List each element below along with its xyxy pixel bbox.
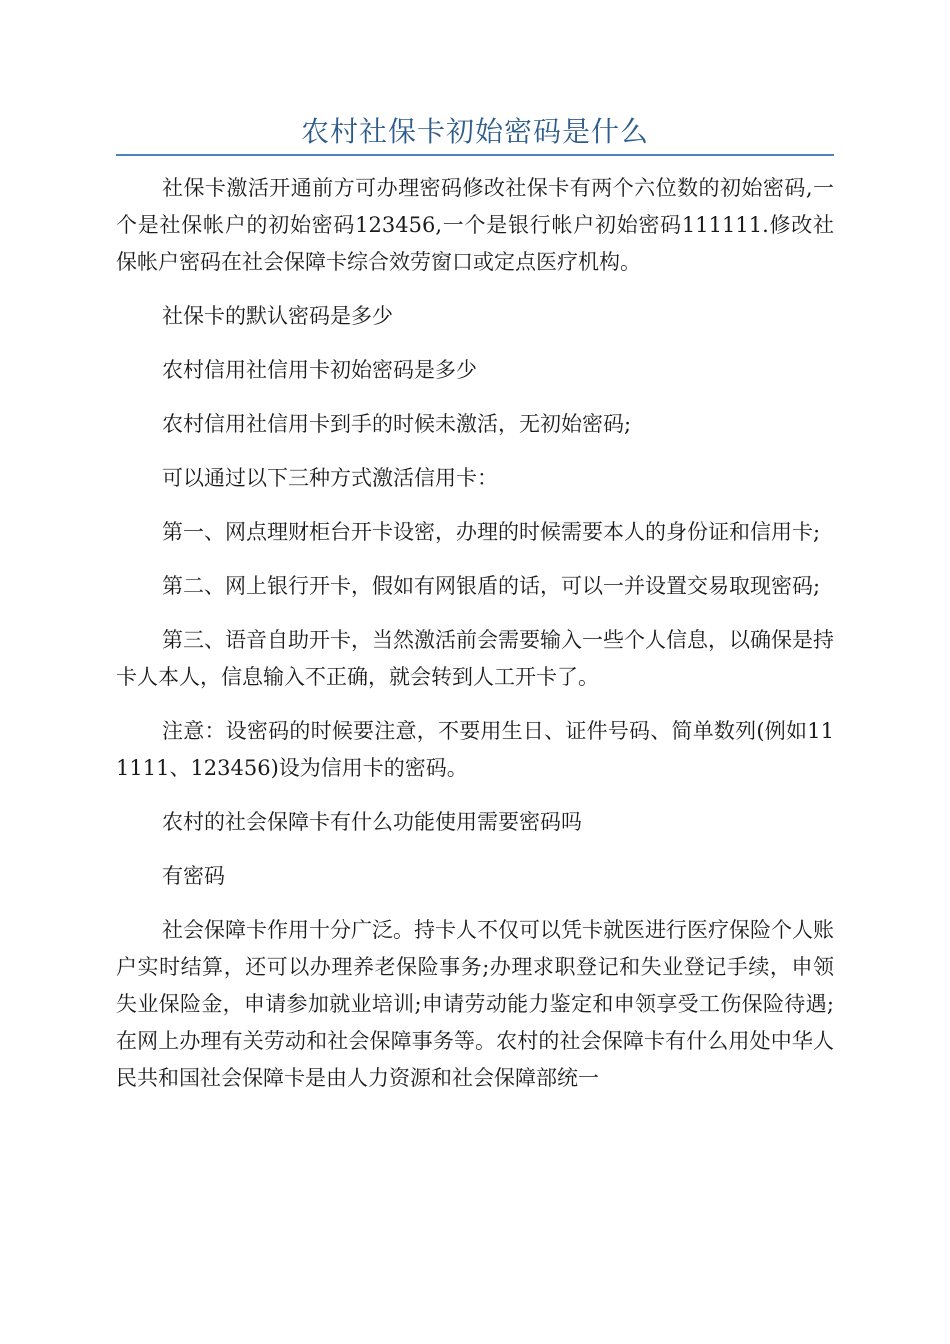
paragraph-note: 注意：设密码的时候要注意，不要用生日、证件号码、简单数列(例如111111、123456)设为信用卡的密码。 bbox=[116, 719, 834, 780]
paragraph-way-one: 第一、网点理财柜台开卡设密，办理的时候需要本人的身份证和信用卡; bbox=[162, 520, 821, 544]
document-body bbox=[116, 170, 834, 1114]
paragraph-card-uses: 社会保障卡作用十分广泛。持卡人不仅可以凭卡就医进行医疗保险个人账户实时结算，还可以办理养老保险事务;办理求职登记和失业登记手续，申领失业保险金，申请参加就业培训;申请劳动能力鉴定和申领享受工伤保险待遇;在网上办理有关劳动和社会保障事务等。农村的社会保障卡有什么用处中华人民共和国社会保障卡是由人力资源和社会保障部统一 bbox=[116, 918, 834, 1090]
paragraph-default-password-question: 社保卡的默认密码是多少 bbox=[162, 304, 393, 328]
document-title: 农村社保卡初始密码是什么 bbox=[300, 115, 649, 148]
paragraph-three-ways: 可以通过以下三种方式激活信用卡： bbox=[162, 466, 498, 490]
paragraph-credit-card-question: 农村信用社信用卡初始密码是多少 bbox=[162, 358, 477, 382]
paragraph-way-three: 第三、语音自助开卡，当然激活前会需要输入一些个人信息，以确保是持卡人本人，信息输入不正确，就会转到人工开卡了。 bbox=[116, 628, 834, 689]
paragraph-not-activated: 农村信用社信用卡到手的时候未激活，无初始密码; bbox=[162, 412, 632, 436]
paragraph-way-two: 第二、网上银行开卡，假如有网银盾的话，可以一并设置交易取现密码; bbox=[162, 574, 821, 598]
paragraph-initial-passwords: 社保卡激活开通前方可办理密码修改社保卡有两个六位数的初始密码,一个是社保帐户的初始密码123456,一个是银行帐户初始密码111111.修改社保帐户密码在社会保障卡综合效劳窗口或定点医疗机构。 bbox=[116, 176, 834, 274]
paragraph-function-question: 农村的社会保障卡有什么功能使用需要密码吗 bbox=[162, 810, 582, 834]
paragraph-has-password: 有密码 bbox=[162, 864, 225, 888]
title-underline bbox=[116, 154, 834, 156]
